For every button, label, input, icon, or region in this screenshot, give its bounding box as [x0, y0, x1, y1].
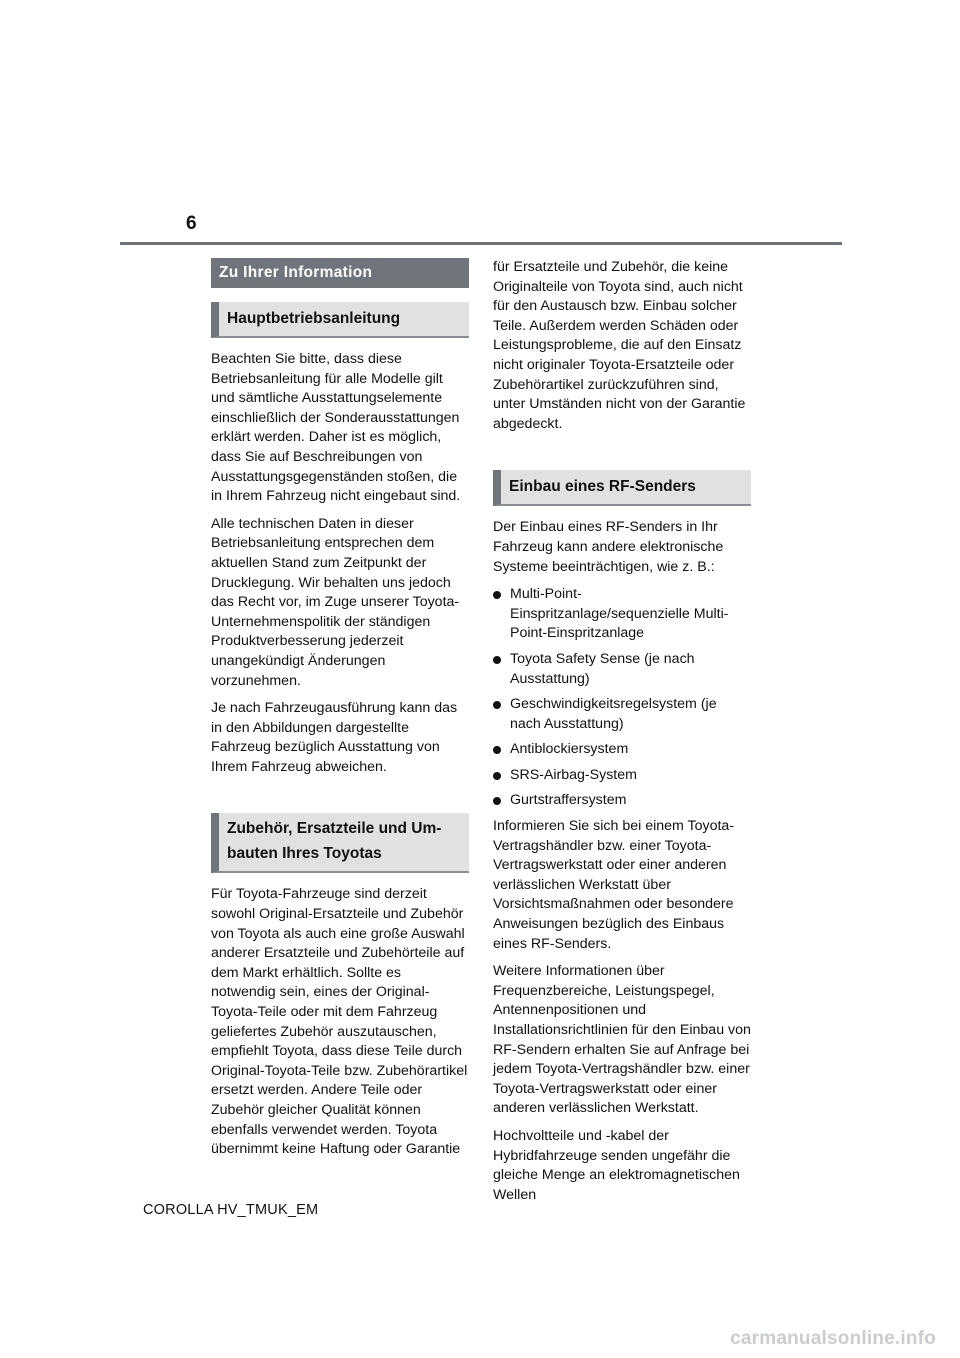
paragraph: Für Toyota-Fahrzeuge sind derzeit sowohl Original-Ersatzteile und Zubehör von Toyota als auch eine große Auswahl anderer Ersatzteile und Zubehörteile auf dem Markt erhältlich. Sollte es notwendig sein, eines der Original-Toyota-Teile oder mit dem Fahrzeug geliefertes Zubehör auszutauschen, empfiehlt Toyota, dass diese Teile durch Original-Toyota-Teile bzw. Zubehörartikel ersetzt werden. Andere Teile oder Zubehör gleicher Qualität können ebenfalls verwendet werden. Toyota übernimmt keine Haftung oder Garantie — [211, 886, 468, 1158]
subheading-line: Zubehör, Ersatzteile und Um- — [227, 820, 442, 838]
subheading-line: bauten Ihres Toyotas — [227, 845, 382, 863]
list-item-text: Multi-Point-Einspritzanlage/sequenzielle Multi-Point-Einspritzanlage — [510, 586, 729, 642]
paragraph: Informieren Sie sich bei einem Toyota-Vertragshändler bzw. einer Toyota-Vertragswerkstatt oder einer anderen verlässlichen Werkstatt über Vorsichtsmaßnahmen oder besondere Anweisungen bezüglich des Einbaus eines RF-Senders. — [493, 818, 735, 952]
footer-code: COROLLA HV_TMUK_EM — [143, 1202, 319, 1218]
paragraph: Der Einbau eines RF-Senders in Ihr Fahrzeug kann andere elektronische Systeme beeinträchtigen, wie z. B.: — [493, 519, 724, 575]
subheading-zubehoer — [211, 813, 469, 873]
bullet-icon — [493, 772, 501, 780]
paragraph: Weitere Informationen über Frequenzbereiche, Leistungspegel, Antennenpositionen und Installationsrichtlinien für den Einbau von RF-Sendern erhalten Sie auf Anfrage bei jedem Toyota-Vertragshändler bzw. einer Toyota-Vertragswerkstatt oder einer anderen verlässlichen Werkstatt. — [493, 963, 751, 1117]
list-item-text: Gurtstraffersystem — [510, 792, 627, 809]
left-column — [211, 258, 469, 1168]
section-title: Zu Ihrer Information — [211, 258, 469, 288]
list-item — [493, 695, 751, 734]
list-item — [493, 585, 751, 644]
paragraph: Beachten Sie bitte, dass diese Betriebsanleitung für alle Modelle gilt und sämtliche Ausstattungselemente einschließlich der Sonderausstattungen erklärt werden. Daher ist es möglich, dass Sie auf Beschreibungen von Ausstattungsgegenständen stoßen, die in Ihrem Fahrzeug nicht eingebaut sind. — [211, 351, 461, 505]
bullet-icon — [493, 746, 501, 754]
paragraph: für Ersatzteile und Zubehör, die keine Originalteile von Toyota sind, auch nicht für den Austausch bzw. Einbau solcher Teile. Außerdem werden Schäden oder Leistungsprobleme, die auf den Einsatz nicht originaler Toyota-Ersatzteile oder Zubehörartikel zurückzuführen sind, unter Umständen nicht von der Garantie abgedeckt. — [493, 259, 746, 432]
list-item — [493, 791, 751, 811]
bullet-list — [493, 585, 751, 811]
paragraph: Alle technischen Daten in dieser Betriebsanleitung entsprechen dem aktuellen Stand zum Zeitpunkt der Drucklegung. Wir behalten uns jedoch das Recht vor, im Zuge unserer Toyota-Unternehmenspolitik der ständigen Produktverbesserung jederzeit unangekündigt Änderungen vorzunehmen. — [211, 515, 460, 689]
bullet-icon — [493, 701, 501, 709]
paragraph: Hochvoltteile und -kabel der Hybridfahrzeuge senden ungefähr die gleiche Menge an elektromagnetischen Wellen — [493, 1127, 740, 1203]
subheading-rf-sender: Einbau eines RF-Senders — [493, 470, 751, 506]
list-item — [493, 740, 751, 760]
bullet-icon — [493, 656, 501, 664]
list-item — [493, 766, 751, 786]
list-item-text: SRS-Airbag-System — [510, 766, 637, 783]
list-item — [493, 650, 751, 689]
header-rule — [120, 242, 842, 245]
bullet-icon — [493, 591, 501, 599]
bullet-icon — [493, 797, 501, 805]
page-number: 6 — [186, 213, 197, 234]
watermark: carmanualsonline.info — [730, 1328, 936, 1349]
list-item-text: Antiblockiersystem — [510, 741, 629, 758]
list-item-text: Geschwindigkeitsregelsystem (je nach Ausstattung) — [510, 696, 717, 732]
paragraph: Je nach Fahrzeugausführung kann das in den Abbildungen dargestellte Fahrzeug bezüglich Ausstattung von Ihrem Fahrzeug abweichen. — [211, 700, 458, 775]
list-item-text: Toyota Safety Sense (je nach Ausstattung) — [510, 650, 695, 687]
subheading-hauptbetriebsanleitung: Hauptbetriebsanleitung — [211, 302, 469, 338]
right-column — [493, 258, 751, 1213]
